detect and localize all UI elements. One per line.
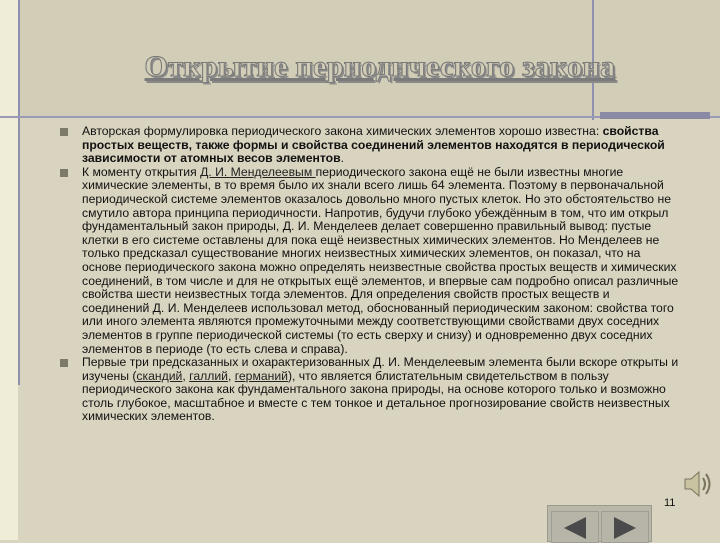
separator: , [182,368,190,383]
paragraph-1 [82,125,680,166]
square-bullet-icon [60,128,68,136]
paragraph-1-text: Авторская формулировка периодического закона химических элементов хорошо известна: [82,124,603,138]
scandium-link[interactable]: скандий [136,368,183,383]
slide-title: Открытие периодического закона [144,50,616,83]
next-slide-button[interactable] [601,511,649,543]
paragraph-1-end: . [340,151,344,166]
next-slide-icon [614,517,636,539]
square-bullet-icon [60,359,68,367]
slide-content [82,125,680,424]
decorative-horizontal-block [600,112,710,119]
page-number: 11 [664,497,676,509]
navigation-panel [547,505,652,542]
paragraph-2-text: периодического закона ещё не были известны многие химические элементы, в то время было их знали всего лишь 64 элемента. Поэтому в первоначальной периодической системе элементов оказалось довольно много пустых клеток. Но это обстоятельство не смутило автора принципа периодичности. Напротив, будучи глубоко убеждённым в том, что им открыл фундаментальный закон природы, Д. И. Менделеев делает совершенно правильный вывод: пустые клетки в его системе оставлены для пока ещё неизвестных химических элементов. Но Менделеев не только предсказал существование многих неизвестных химических элементов, он показал, что на основе периодического закона можно определять неизвестные свойства простых веществ и химических соединений, в том числе и для не открытых ещё элементов, и впервые сам подробно описал различные свойства шести неизвестных тогда элементов. Для определения свойств простых веществ и соединений Д. И. Менделеев использовал метод, обоснованный периодическим законом: свойства того или иного элемента являются промежуточными между соответствующими свойствами двух соседних элементов в группе периодической системы (то есть сверху и снизу) и одновременно двух соседних элементов в периоде (то есть слева и справа). [82,164,679,356]
paragraph-2-text-start: К моменту открытия [82,164,201,179]
paragraph-3-text-start: Первые три предсказанных и охарактеризованных Д. И. Менделеевым элемента были вскоре открыты и изучены ( [82,355,679,383]
mendeleev-link[interactable]: Д. И. Менделеевым [200,164,316,179]
paragraph-3 [82,356,680,424]
paragraph-1-bold-text: свойства простых веществ, также формы и свойства соединений элементов находятся в периодической зависимости от атомных весов элементов [82,124,665,166]
previous-slide-button[interactable] [551,511,599,543]
germanium-link[interactable]: германий [234,368,288,383]
gallium-link[interactable]: галлий [189,368,228,383]
separator: , [227,368,235,383]
previous-slide-icon [564,517,586,539]
paragraph-3-text-end: ), что является блистательным свидетельством в пользу периодического закона как фундаментального закона природы, на основе которого только и возможно столь глубокое, масштабное и вместе с тем тонкое и детальное прогнозирование свойств неизвестных химических элементов. [82,368,670,424]
square-bullet-icon [60,169,68,177]
paragraph-2 [82,166,680,356]
speaker-icon[interactable] [682,468,716,500]
